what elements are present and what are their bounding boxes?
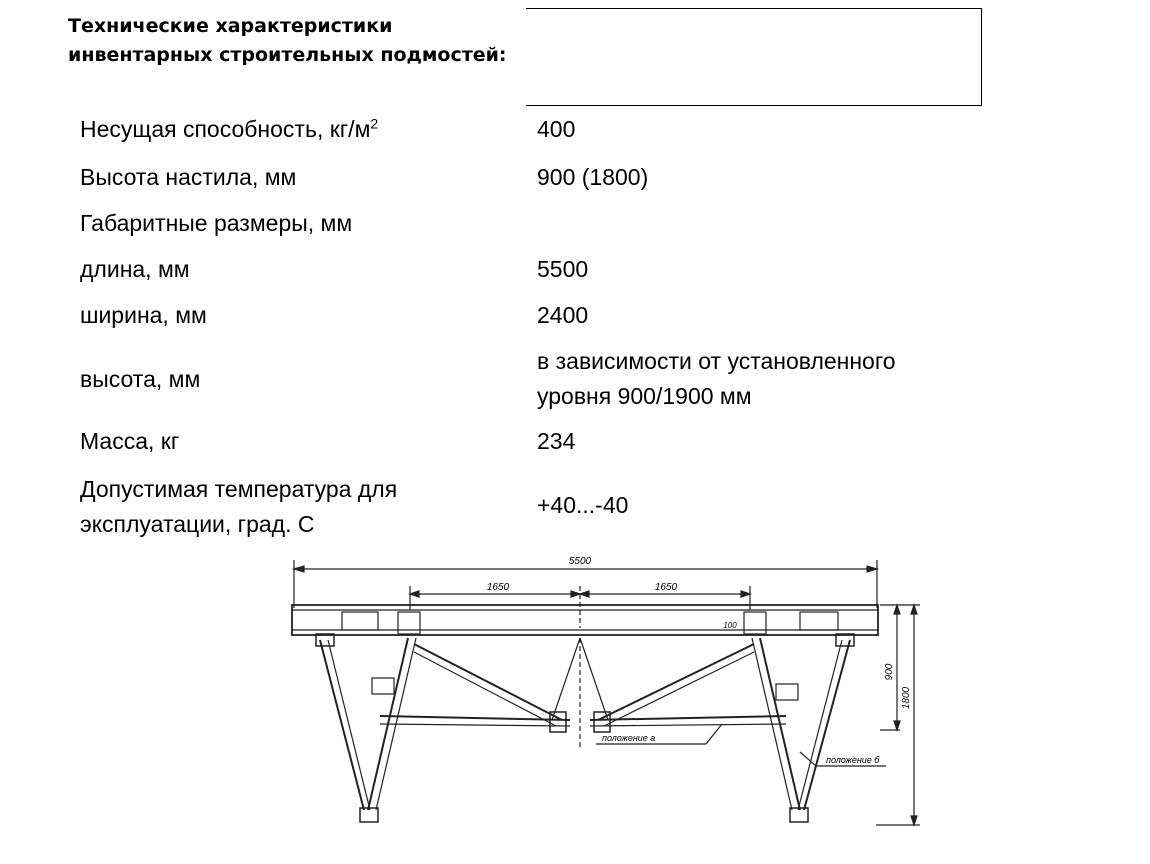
right-diagonal-brace: [598, 644, 754, 720]
spec-value-mass: 234: [537, 428, 576, 454]
dim-total-label: 5500: [568, 556, 592, 567]
scaffold-drawing: [280, 548, 940, 838]
spec-label-deck-height: Высота настила, мм: [80, 164, 297, 190]
spec-value-height: в зависимости от установленного уровня 900/1900 мм: [537, 348, 896, 409]
dim-right-span-label: 1650: [654, 582, 678, 593]
right-plate: [776, 684, 798, 700]
spec-label-capacity-sup: 2: [370, 115, 379, 132]
dim-900-label: 900: [884, 663, 895, 681]
spec-label-length: длина, мм: [80, 256, 190, 282]
deck-bracket-right: [800, 612, 838, 630]
right-diagonal-brace-inner: [604, 652, 754, 726]
deck-clamp-left: [398, 612, 420, 634]
left-tie-bottom: [380, 724, 570, 726]
right-outer-leg-inner: [798, 640, 842, 810]
title-box: [526, 8, 982, 106]
deck-bracket-left: [342, 612, 378, 630]
spec-value-width: 2400: [537, 302, 589, 328]
center-hanger-right: [580, 638, 608, 720]
spec-label-height: высота, мм: [80, 366, 201, 392]
dim-small-label: 100: [723, 621, 737, 630]
left-diagonal-brace: [414, 644, 562, 720]
spec-label-mass: Масса, кг: [80, 428, 180, 454]
label-position-b: положение б: [826, 755, 880, 765]
spec-value-capacity: 400: [537, 116, 576, 142]
left-diagonal-brace-inner: [414, 652, 556, 726]
leader-position-a-tip: [706, 724, 722, 744]
spec-value-temperature: +40...-40: [537, 492, 629, 518]
leader-position-b-tip: [800, 752, 816, 766]
page-title: Технические характеристики инвентарных строительных подмостей:: [68, 15, 507, 66]
center-hanger-left: [552, 638, 580, 720]
dim-1800-label: 1800: [901, 686, 912, 710]
spec-value-length: 5500: [537, 256, 589, 282]
left-outer-leg-inner: [328, 640, 370, 810]
label-position-a: положение а: [602, 733, 656, 743]
spec-label-capacity: Несущая способность, $кг/м^2$: [80, 115, 379, 142]
right-outer-leg: [804, 640, 850, 810]
dim-left-span-label: 1650: [486, 582, 510, 593]
spec-label-width: ширина, мм: [80, 302, 207, 328]
left-plate: [372, 678, 394, 694]
spec-value-deck-height: 900 (1800): [537, 164, 649, 190]
deck-clamp-right: [744, 612, 766, 634]
right-tie-bottom: [590, 724, 786, 726]
spec-label-dimensions: Габаритные размеры, мм: [80, 210, 353, 236]
spec-label-temperature: Допустимая температура для эксплуатации, град. С: [80, 476, 398, 537]
left-outer-leg: [320, 640, 364, 810]
